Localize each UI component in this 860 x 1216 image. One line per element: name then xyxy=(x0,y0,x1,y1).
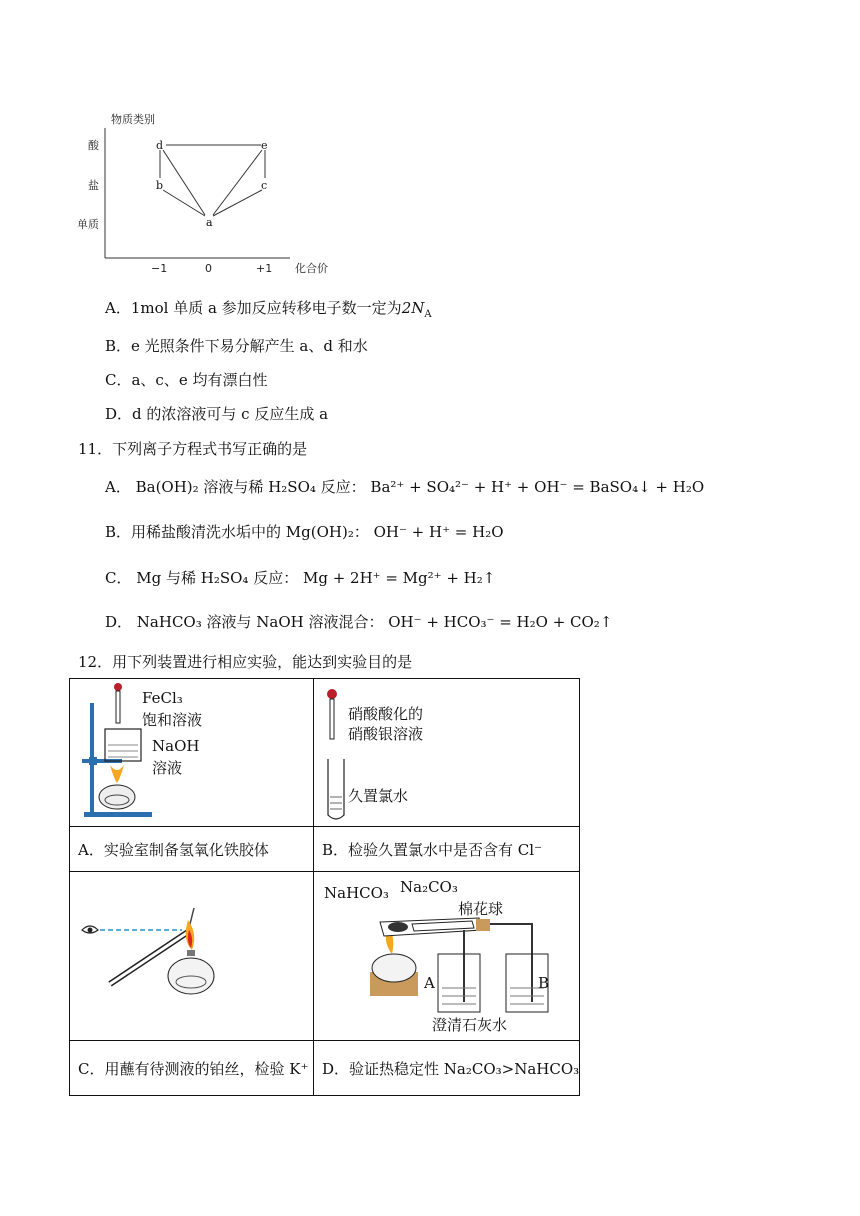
cell-b-label-silver-nitrate: 硝酸银溶液 xyxy=(348,725,424,743)
q11-option-d: D． NaHCO₃ 溶液与 NaOH 溶液混合： OH⁻ + HCO₃⁻ = H₂O + CO₂↑ xyxy=(105,613,613,631)
q10-option-a-formula: 2N xyxy=(401,299,425,317)
cell-b-label-acidified: 硝酸酸化的 xyxy=(348,705,424,723)
q10-option-a xyxy=(105,298,432,325)
q10-option-a-sub: A xyxy=(424,309,432,320)
cell-d-image xyxy=(314,872,580,1041)
cell-c-caption: C．用蘸有待测液的铂丝，检验 K⁺ xyxy=(78,1059,309,1078)
cell-c-image xyxy=(70,872,314,1041)
cell-d-label-a: A xyxy=(424,974,435,992)
q10-option-d: D．d 的浓溶液可与 c 反应生成 a xyxy=(105,405,329,423)
cell-d-label-nahco3: NaHCO₃ xyxy=(324,884,389,902)
cell-a-caption: A．实验室制备氢氧化铁胶体 xyxy=(78,840,269,859)
cell-b-caption-cell xyxy=(314,827,580,872)
q10-option-c: C．a、c、e 均有漂白性 xyxy=(105,371,268,389)
x-tick-0: 0 xyxy=(205,262,212,275)
cell-a-label-saturated: 饱和溶液 xyxy=(142,711,203,729)
point-c: c xyxy=(261,179,268,192)
cell-a-caption-cell xyxy=(70,827,314,872)
q11-stem: 11．下列离子方程式书写正确的是 xyxy=(78,440,308,458)
q10-option-a-text: A．1mol 单质 a 参加反应转移电子数一定为 xyxy=(105,299,402,317)
x-tick-pos1: +1 xyxy=(256,262,273,275)
cell-c-caption-cell xyxy=(70,1041,314,1096)
q12-apparatus-table xyxy=(69,678,580,1096)
chart-connectors xyxy=(160,145,268,216)
flame-test-apparatus xyxy=(70,872,313,1040)
cell-b-label-chlorine-water: 久置氯水 xyxy=(348,787,409,805)
point-e: e xyxy=(261,139,268,152)
cell-d-label-cotton: 棉花球 xyxy=(458,900,504,918)
q11-option-c: C． Mg 与稀 H₂SO₄ 反应： Mg + 2H⁺ = Mg²⁺ + H₂↑ xyxy=(105,569,496,587)
x-tick-neg1: −1 xyxy=(151,262,168,275)
chart-x-title: 化合价 xyxy=(295,262,328,275)
point-d: d xyxy=(156,139,164,152)
q11-option-b: B．用稀盐酸清洗水垢中的 Mg(OH)₂： OH⁻ + H⁺ = H₂O xyxy=(105,523,504,541)
y-tick-salt: 盐 xyxy=(88,179,99,192)
q10-option-b: B．e 光照条件下易分解产生 a、d 和水 xyxy=(105,337,368,355)
point-b: b xyxy=(156,179,164,192)
cell-d-caption: D．验证热稳定性 Na₂CO₃>NaHCO₃ xyxy=(322,1059,580,1078)
cell-d-label-b: B xyxy=(538,974,550,992)
valence-category-chart xyxy=(75,108,345,280)
cell-d-label-na2co3: Na₂CO₃ xyxy=(400,878,458,896)
cell-d-caption-cell xyxy=(314,1041,580,1096)
eye-icon xyxy=(82,926,98,933)
cell-a-label-fecl3: FeCl₃ xyxy=(142,689,183,707)
chart-y-title: 物质类别 xyxy=(111,113,155,126)
cell-a-label-naoh: NaOH xyxy=(152,737,200,755)
y-tick-acid: 酸 xyxy=(88,139,99,152)
cell-b-image xyxy=(314,679,580,827)
y-tick-element: 单质 xyxy=(77,218,99,231)
cell-a-label-solution: 溶液 xyxy=(152,759,183,777)
point-a: a xyxy=(206,216,213,229)
cell-a-image xyxy=(70,679,314,827)
cell-b-caption: B．检验久置氯水中是否含有 Cl⁻ xyxy=(322,840,542,859)
q12-stem: 12．用下列装置进行相应实验，能达到实验目的是 xyxy=(78,653,413,671)
cell-d-label-limewater: 澄清石灰水 xyxy=(432,1016,508,1034)
q11-option-a: A． Ba(OH)₂ 溶液与稀 H₂SO₄ 反应： Ba²⁺ + SO₄²⁻ + H⁺ + OH⁻ = BaSO₄↓ + H₂O xyxy=(105,478,705,496)
